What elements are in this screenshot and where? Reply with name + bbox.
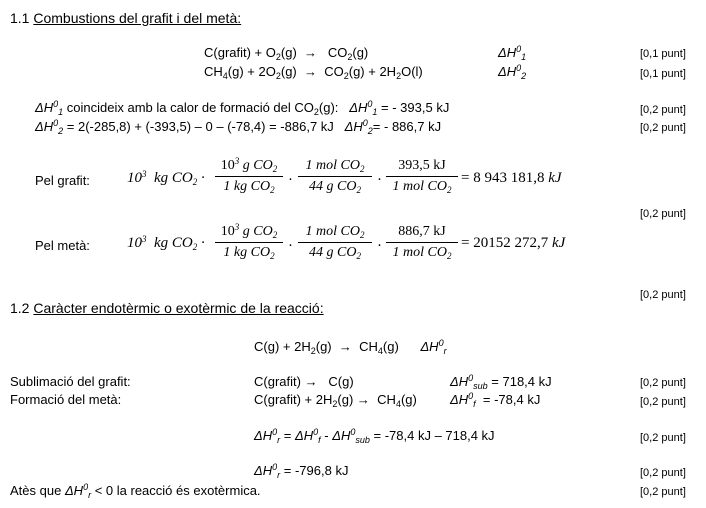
eq2-b: (g) + 2O <box>227 64 276 79</box>
sup-3: 3 <box>234 222 240 232</box>
sub-2: 2 <box>347 52 353 62</box>
kj: kJ <box>551 235 566 251</box>
meta-label: Pel metà: <box>35 238 90 253</box>
f2n: 1 mol CO <box>305 158 360 173</box>
kj: kJ <box>548 170 562 186</box>
dh2-calculation <box>35 119 441 134</box>
dh: ΔH <box>254 463 273 478</box>
sub-2: 2 <box>356 185 361 195</box>
sub-r: r <box>277 435 281 445</box>
sub-2: 2 <box>58 126 64 136</box>
dh: ΔH <box>344 119 363 134</box>
sub-2: 2 <box>446 251 452 261</box>
dh: ΔH <box>450 392 469 407</box>
f3d: 1 mol CO <box>392 179 447 194</box>
points-7: [0,2 punt] <box>640 377 686 389</box>
sub-2: 2 <box>275 52 281 62</box>
dh: ΔH <box>450 374 469 389</box>
dh: ΔH <box>332 428 351 443</box>
f1d: 1 kg CO <box>223 179 271 194</box>
dot: · <box>377 238 382 254</box>
sup-3: 3 <box>142 169 147 179</box>
sub-2: 2 <box>343 71 349 81</box>
sub-2: 2 <box>332 399 338 409</box>
points-11: [0,2 punt] <box>640 486 686 498</box>
section-1-1-heading <box>10 11 241 26</box>
sub-2: 2 <box>367 126 373 136</box>
f3n: 393,5 kJ <box>398 158 446 173</box>
fraction-meta-2 <box>298 223 372 262</box>
dh-r-result <box>254 463 348 478</box>
dh: ΔH <box>498 64 517 79</box>
meta-result-value: = 20152 272,7 <box>461 235 549 251</box>
points-5: [0,2 punt] <box>640 208 686 220</box>
sub-f: f <box>473 399 476 409</box>
sub-r: r <box>88 490 92 500</box>
sup-0: 0 <box>362 118 368 128</box>
sup-0: 0 <box>367 99 373 109</box>
f3n: 886,7 kJ <box>398 224 446 239</box>
sub-eq-a: C(grafit) <box>254 374 301 389</box>
fraction-grafit-3 <box>386 157 458 196</box>
eq1-lhs: C(grafit) + O <box>204 45 276 60</box>
sublimation-dh <box>450 374 552 389</box>
dh: ΔH <box>35 100 54 115</box>
sup-0: 0 <box>83 482 89 492</box>
form-eq-a: C(grafit) + 2H <box>254 392 333 407</box>
sublimation-equation <box>254 374 354 389</box>
sub-2: 2 <box>270 251 275 261</box>
dh: ΔH <box>498 45 517 60</box>
sub-2: 2 <box>272 164 278 174</box>
eq1-mid: (g) <box>280 45 297 60</box>
sub-2: 2 <box>192 242 198 252</box>
sublimation-label: Sublimació del grafit: <box>10 374 131 389</box>
meta-result <box>461 236 565 251</box>
concl-a: Atès que <box>10 483 62 498</box>
grafit-start: $10^3$ kg $CO_2$ · <box>127 169 205 187</box>
reaction-arrow: → <box>304 374 318 389</box>
form-eq-c: CH <box>377 392 396 407</box>
sub-eq-b: C(g) <box>328 374 354 389</box>
sub-1: 1 <box>58 107 64 117</box>
sub-f: f <box>318 435 321 445</box>
points-6: [0,2 punt] <box>640 289 686 301</box>
line4-text: = 2(-285,8) + (-393,5) – 0 – (-78,4) = -886,7 kJ <box>66 119 334 134</box>
dot: · <box>288 238 293 254</box>
f3d: 1 mol CO <box>392 245 447 260</box>
reaction-arrow: → <box>304 45 318 60</box>
eq-d: (g) <box>382 339 399 354</box>
sub-2: 2 <box>192 177 198 187</box>
hess-value: = -78,4 kJ – 718,4 kJ <box>373 428 495 443</box>
eq-b: (g) <box>315 339 332 354</box>
conclusion <box>10 483 261 498</box>
hess-calculation <box>254 428 495 443</box>
points-10: [0,2 punt] <box>640 467 686 479</box>
reaction-arrow: → <box>356 392 370 407</box>
fraction-meta-1 <box>215 223 283 262</box>
line4-value: = - 886,7 kJ <box>372 119 442 134</box>
sub-2: 2 <box>359 230 365 240</box>
combustion-meta-equation <box>204 64 423 79</box>
sub-2: 2 <box>310 346 316 356</box>
sup-0: 0 <box>516 44 522 54</box>
sub-sub: sub <box>355 435 370 445</box>
sup-3: 3 <box>234 156 240 166</box>
dh1-statement <box>35 100 449 115</box>
sub-2: 2 <box>446 185 452 195</box>
reaction-arrow: → <box>338 339 352 354</box>
eq-a: C(g) + 2H <box>254 339 311 354</box>
sub-2: 2 <box>396 71 402 81</box>
sub-4: 4 <box>222 71 228 81</box>
sub-2: 2 <box>359 164 365 174</box>
points-9: [0,2 punt] <box>640 432 686 444</box>
sup-0: 0 <box>350 427 356 437</box>
line3-value: = - 393,5 kJ <box>381 100 450 115</box>
dot: · <box>288 172 293 188</box>
sup-0: 0 <box>53 118 59 128</box>
result-value: = -796,8 kJ <box>283 463 349 478</box>
sup-0: 0 <box>272 427 278 437</box>
dh: ΔH <box>64 483 84 498</box>
f2d: 44 g CO <box>309 245 357 260</box>
dh: ΔH <box>254 428 273 443</box>
dh: ΔH <box>420 339 439 354</box>
f1n: g CO <box>242 224 273 239</box>
combustion-grafit-equation <box>204 45 368 60</box>
sub-r: r <box>443 346 447 356</box>
section-title: Caràcter endotèrmic o exotèrmic de la reacció: <box>33 300 324 316</box>
eq1-rhs: CO <box>327 45 348 60</box>
meta-start: $10^3$ kg $CO_2$ · <box>127 234 205 252</box>
sup-0: 0 <box>438 338 444 348</box>
ten: 10 <box>220 224 235 239</box>
sup-0: 0 <box>272 462 278 472</box>
dh: ΔH <box>349 100 368 115</box>
grafit-result <box>461 171 562 186</box>
form-eq-d: (g) <box>400 392 417 407</box>
dh: ΔH <box>35 119 54 134</box>
section-title: Combustions del grafit i del metà: <box>33 10 242 26</box>
points-2: [0,1 punt] <box>640 68 686 80</box>
points-8: [0,2 punt] <box>640 396 686 408</box>
dot: · <box>377 172 382 188</box>
eq2-d: CO <box>324 64 344 79</box>
sup-0: 0 <box>468 391 474 401</box>
ten: 10 <box>127 235 142 251</box>
formation-label: Formació del metà: <box>10 392 122 407</box>
line3-b: (g): <box>318 100 339 115</box>
fraction-grafit-2 <box>298 157 372 196</box>
sub-4: 4 <box>395 399 401 409</box>
sup-0: 0 <box>468 373 474 383</box>
points-1: [0,1 punt] <box>640 48 686 60</box>
ten: 10 <box>220 158 235 173</box>
section-1-2-heading <box>10 301 324 316</box>
dh: ΔH <box>294 428 314 443</box>
sup-0: 0 <box>313 427 319 437</box>
sub-2: 2 <box>275 71 281 81</box>
kg-co2: kg CO <box>154 235 193 251</box>
sub-2: 2 <box>356 251 361 261</box>
section-number: 1.1 <box>10 10 30 26</box>
sub-2: 2 <box>521 71 527 81</box>
sup-0: 0 <box>53 99 59 109</box>
f1d: 1 kg CO <box>223 245 271 260</box>
dh2-symbol <box>498 64 526 79</box>
minus: - <box>324 428 329 443</box>
grafit-result-value: = 8 943 181,8 <box>461 170 545 186</box>
sub-r: r <box>277 470 281 480</box>
f2n: 1 mol CO <box>305 224 360 239</box>
sub-2: 2 <box>272 230 278 240</box>
grafit-label: Pel grafit: <box>35 173 90 188</box>
sub-1: 1 <box>372 107 378 117</box>
fraction-grafit-1 <box>215 157 283 196</box>
sup-0: 0 <box>516 63 522 73</box>
eq2-a: CH <box>204 64 223 79</box>
section-number: 1.2 <box>10 300 30 316</box>
eq1-rhs2: (g) <box>352 45 369 60</box>
ten: 10 <box>127 170 142 186</box>
concl-b: < 0 la reacció és exotèrmica. <box>94 483 261 498</box>
sublimation-value: = 718,4 kJ <box>491 374 552 389</box>
points-3: [0,2 punt] <box>640 104 686 116</box>
sub-4: 4 <box>377 346 383 356</box>
sub-2: 2 <box>313 107 319 117</box>
formation-value: = -78,4 kJ <box>482 392 541 407</box>
eq2-e: (g) + 2H <box>348 64 397 79</box>
reaction-arrow: → <box>303 64 317 79</box>
sup-3: 3 <box>142 234 147 244</box>
form-eq-b: (g) <box>337 392 354 407</box>
target-reaction <box>254 339 447 354</box>
sub-2: 2 <box>270 185 275 195</box>
formation-dh <box>450 392 540 407</box>
eq2-f: O(l) <box>401 64 423 79</box>
eq-c: CH <box>359 339 378 354</box>
line3-text: coincideix amb la calor de formació del CO <box>66 100 314 115</box>
dh1-symbol <box>498 45 526 60</box>
sub-1: 1 <box>521 52 527 62</box>
kg-co2: kg CO <box>154 170 193 186</box>
equals: = <box>283 428 292 443</box>
eq2-c: (g) <box>280 64 297 79</box>
f1n: g CO <box>242 158 273 173</box>
points-4: [0,2 punt] <box>640 122 686 134</box>
sub-sub: sub <box>473 381 488 391</box>
formation-equation <box>254 392 417 407</box>
f2d: 44 g CO <box>309 179 357 194</box>
fraction-meta-3 <box>386 223 458 262</box>
